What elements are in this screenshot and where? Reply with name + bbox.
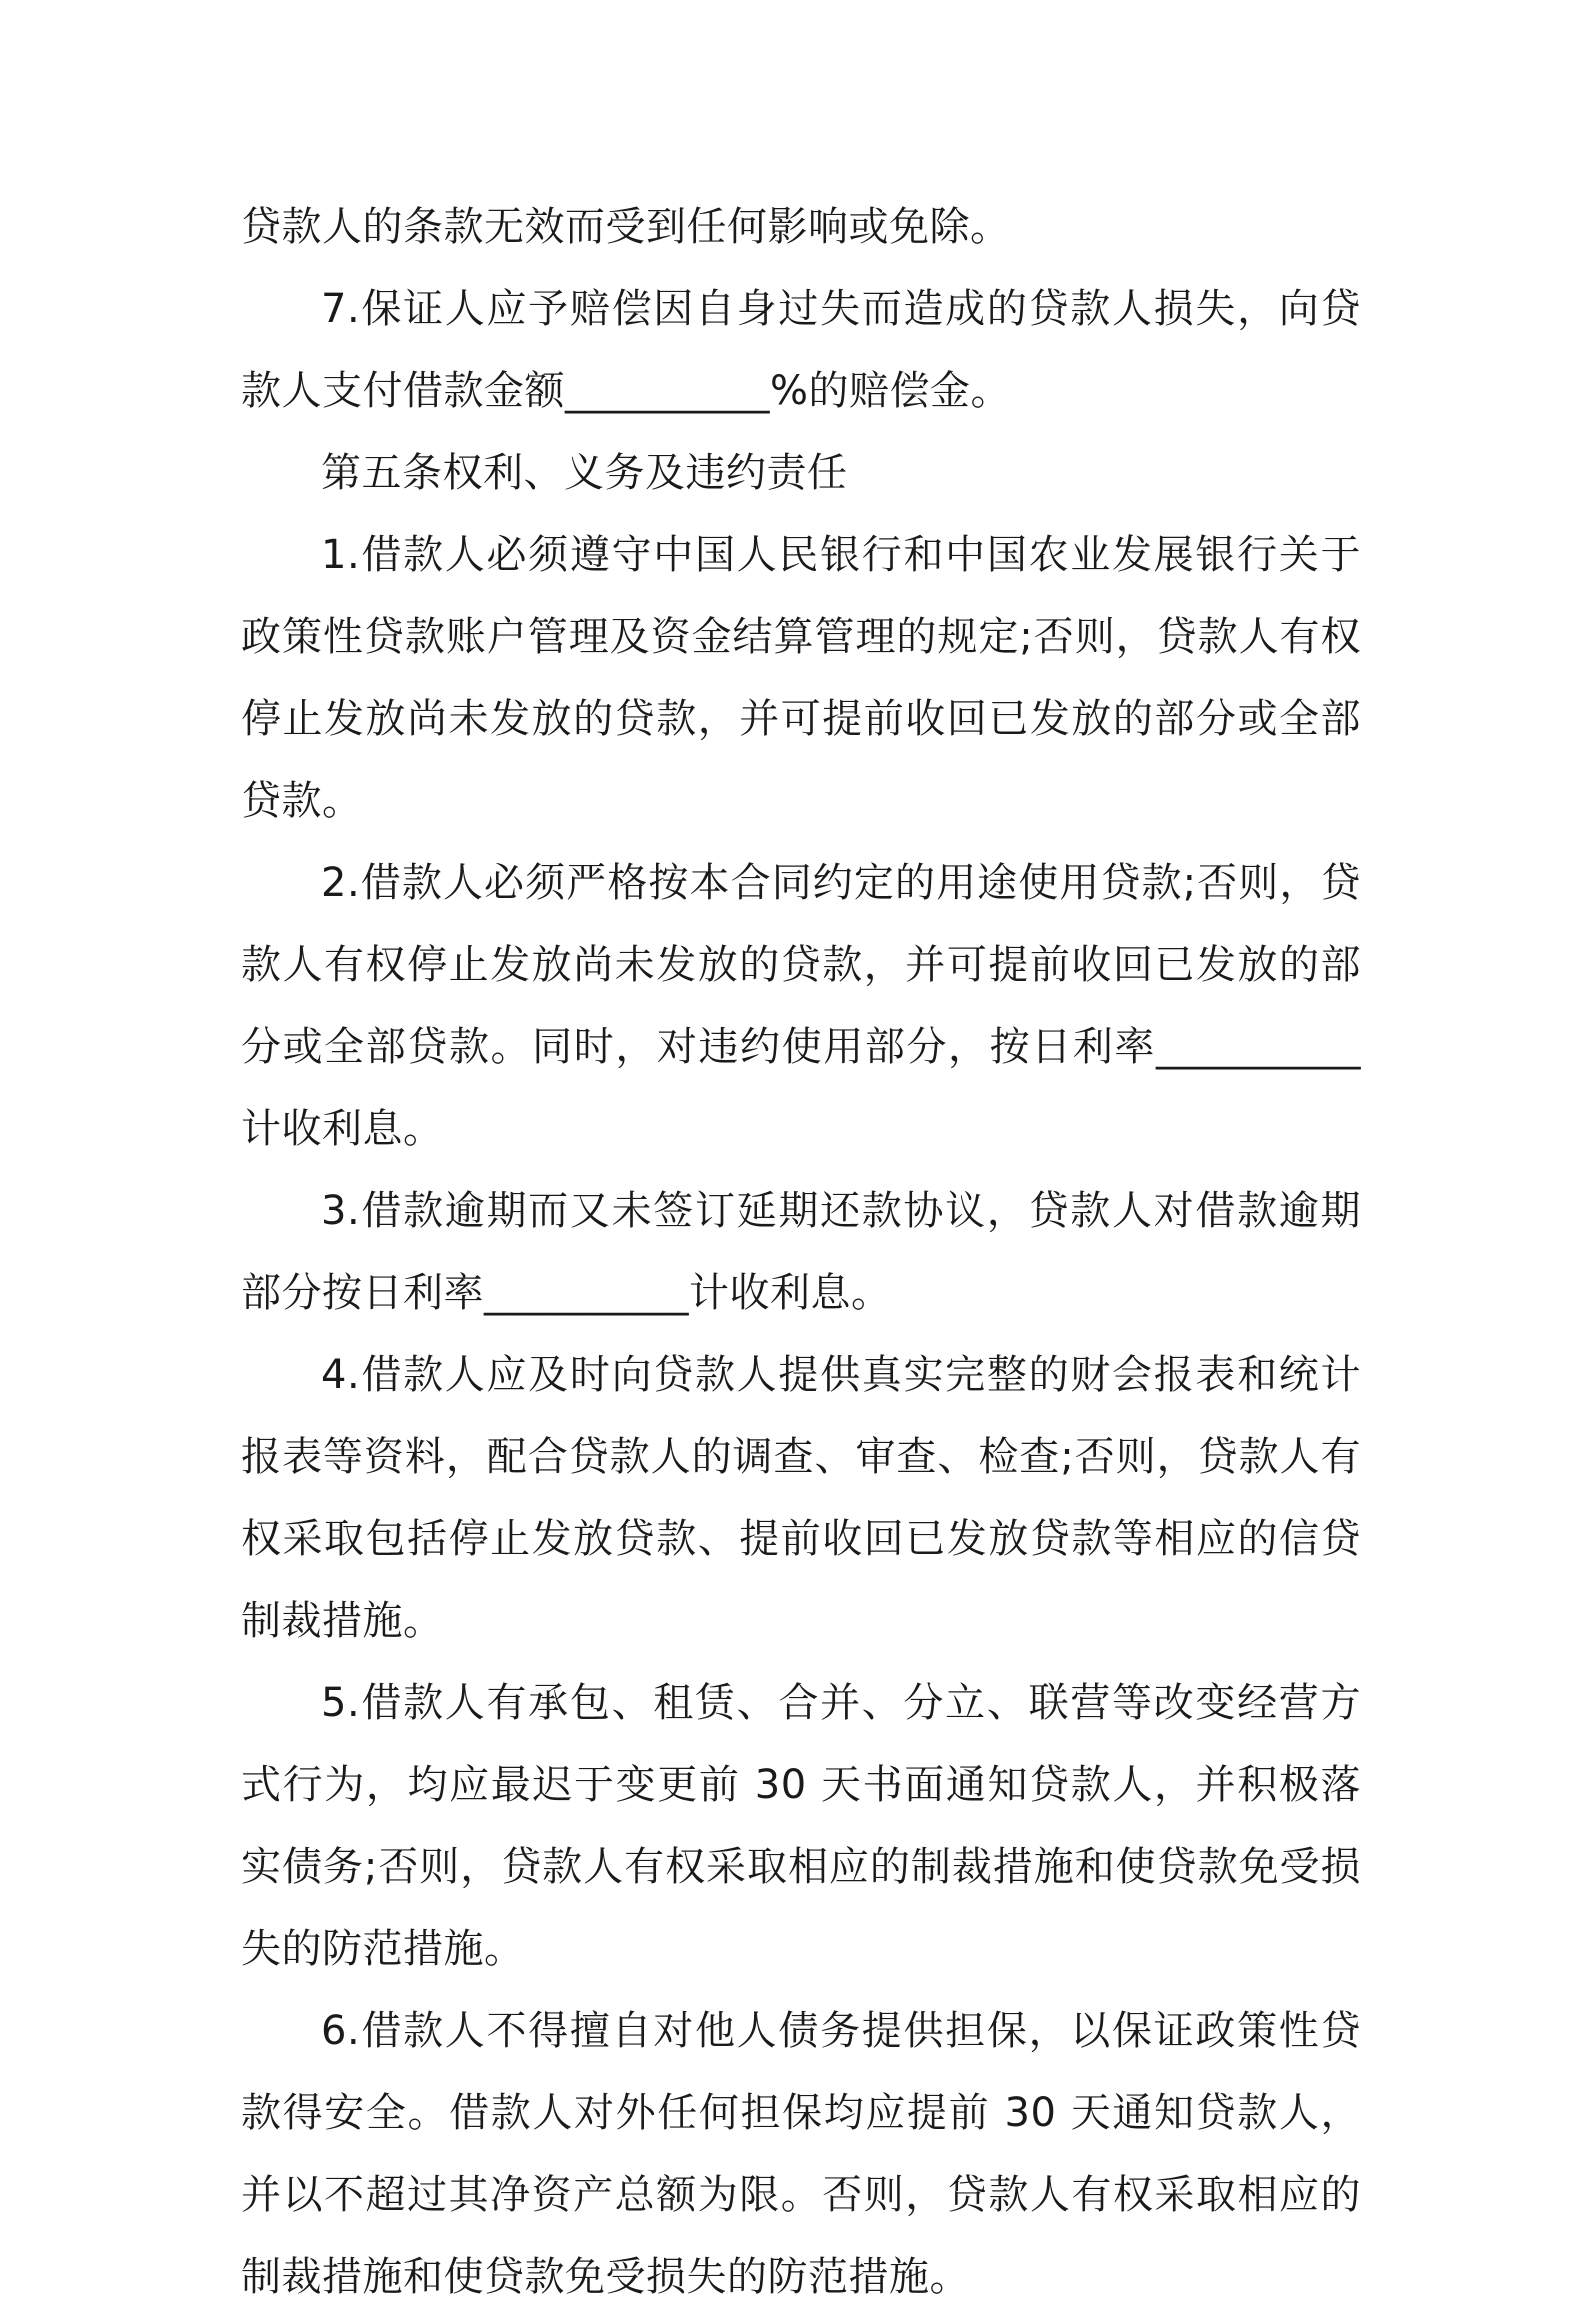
paragraph-clause-5: 5.借款人有承包、租赁、合并、分立、联营等改变经营方式行为，均应最迟于变更前 30 天书面通知贷款人，并积极落实债务;否则，贷款人有权采取相应的制裁措施和使贷款免受损失的防范措施。 [241, 1680, 1361, 1972]
document-body [241, 186, 1361, 2318]
section-heading: 第五条权利、义务及违约责任 [321, 450, 848, 496]
paragraph-clause-2: 2.借款人必须严格按本合同约定的用途使用贷款;否则，贷款人有权停止发放尚未发放的贷款，并可提前收回已发放的部分或全部贷款。同时，对违约使用部分，按日利率__________计收利息。 [241, 860, 1361, 1152]
paragraph-clause-7: 7.保证人应予赔偿因自身过失而造成的贷款人损失，向贷款人支付借款金额__________%的赔偿金。 [241, 286, 1361, 414]
paragraph-clause-6: 6.借款人不得擅自对他人债务提供担保，以保证政策性贷款得安全。借款人对外任何担保均应提前 30 天通知贷款人，并以不超过其净资产总额为限。否则，贷款人有权采取相应的制裁措施和使贷款免受损失的防范措施。 [241, 2008, 1361, 2300]
paragraph-clause-3: 3.借款逾期而又未签订延期还款协议，贷款人对借款逾期部分按日利率__________计收利息。 [241, 1188, 1361, 1316]
paragraph-continuation: 贷款人的条款无效而受到任何影响或免除。 [241, 204, 1011, 250]
paragraph-clause-1: 1.借款人必须遵守中国人民银行和中国农业发展银行关于政策性贷款账户管理及资金结算管理的规定;否则，贷款人有权停止发放尚未发放的贷款，并可提前收回已发放的部分或全部贷款。 [241, 532, 1361, 824]
paragraph-clause-4: 4.借款人应及时向贷款人提供真实完整的财会报表和统计报表等资料，配合贷款人的调查、审查、检查;否则，贷款人有权采取包括停止发放贷款、提前收回已发放贷款等相应的信贷制裁措施。 [241, 1352, 1361, 1644]
